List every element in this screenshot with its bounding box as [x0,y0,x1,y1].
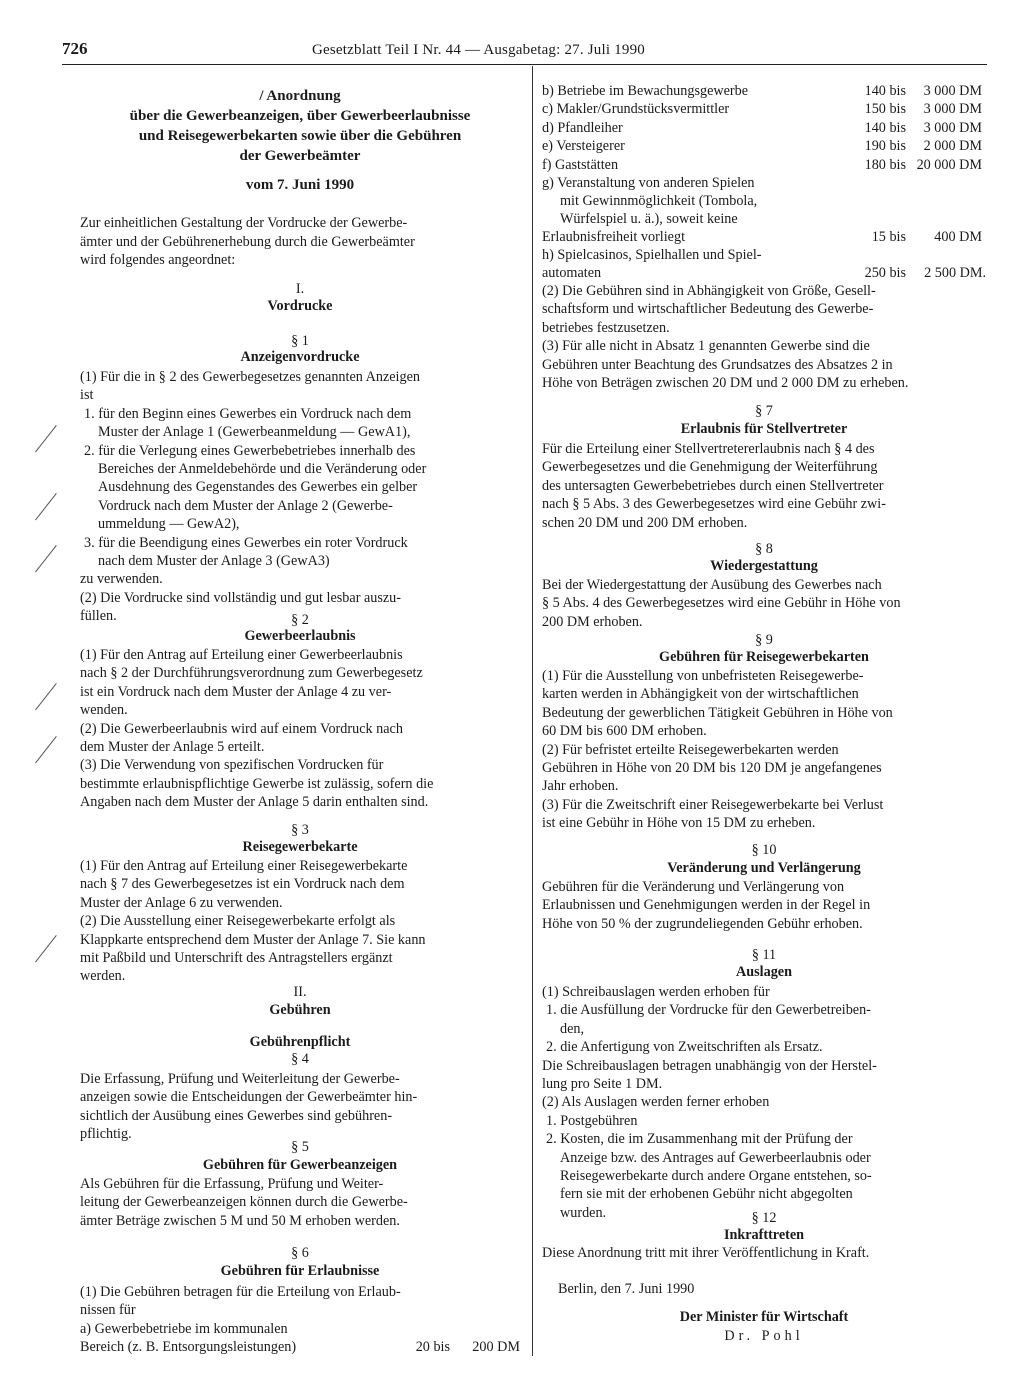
fee-label: d) Pfandleiher [542,119,623,136]
paragraph-line: (3) Für die Zweitschrift einer Reisegewerbekarte bei Verlust [542,796,884,813]
paragraph-line: Für die Erteilung einer Stellvertretererlaubnis nach § 4 des [542,441,875,457]
paragraph-number: § 1 [291,333,309,349]
paragraph-number: § 4 [291,1051,309,1067]
paragraph-line: Bei der Wiedergestattung der Ausübung des Gewerbes nach [542,577,882,593]
fee-range: 140 bis [864,83,906,99]
paragraph-number: § 8 [755,541,773,557]
fee-label: Bereich (z. B. Entsorgungsleistungen) [80,1339,297,1355]
fee-label: f) Gaststätten [542,156,619,173]
fee-max: 400 DM [934,229,982,245]
paragraph-line: 60 DM bis 600 DM erhoben. [542,723,707,740]
paragraph-line: pflichtig. [80,1126,132,1143]
fee-line: mit Gewinnmöglichkeit (Tombola, [560,193,758,210]
ordinance-date: vom 7. Juni 1990 [245,177,355,193]
signer-name: Dr. Pohl [724,1328,804,1344]
paragraph-line: Jahr erhoben. [542,778,619,795]
column-divider [532,66,533,1356]
ordinance-title: über die Gewerbeanzeigen, über Gewerbeerlaubnisse [129,108,471,124]
paragraph-line: 2. für die Verlegung eines Gewerbebetriebes innerhalb des [84,442,416,459]
paragraph-title: Anzeigenvordrucke [240,349,360,365]
paragraph-line: (3) Für alle nicht in Absatz 1 genannten Gewerbe sind die [542,338,870,355]
fee-label: Erlaubnisfreiheit vorliegt [542,229,686,245]
paragraph-line: schen 20 DM und 200 DM erhoben. [542,514,748,531]
paragraph-line: betriebes festzusetzen. [542,319,670,336]
margin-mark [35,683,57,710]
fee-range: 180 bis [864,156,906,173]
fee-label: c) Makler/Grundstücksvermittler [542,101,730,118]
page-header [62,40,987,65]
paragraph-line: lung pro Seite 1 DM. [542,1076,663,1092]
paragraph-line: Höhe von Beträgen zwischen 20 DM und 2 000 DM zu erheben. [542,375,909,391]
paragraph-line: fern sie mit der erhobenen Gebühr nicht abgegolten [560,1186,853,1203]
paragraph-number: § 3 [291,822,309,838]
paragraph-line: füllen. [80,608,117,625]
paragraph-line: (1) Schreibauslagen werden erhoben für [542,984,770,1000]
paragraph-line: karten werden in Abhängigkeit von der wirtschaftlichen [542,686,859,703]
paragraph-line: Bereiches der Anmeldebehörde und die Veränderung oder [98,461,427,477]
paragraph-line: Die Schreibauslagen betragen unabhängig von der Herstel- [542,1057,877,1074]
paragraph-title: Gewerbeerlaubnis [244,628,356,644]
paragraph-line: 1. für den Beginn eines Gewerbes ein Vordruck nach dem [84,405,412,422]
paragraph-line: Als Gebühren für die Erfassung, Prüfung und Weiter- [80,1176,384,1192]
fee-range: 150 bis [864,101,906,118]
fee-line: Würfelspiel u. ä.), soweit keine [560,211,738,228]
paragraph-line: mit Paßbild und Unterschrift des Antragstellers ergänzt [80,950,393,966]
paragraph-line: Höhe von 50 % der zugrundeliegenden Gebühr erhoben. [542,915,863,932]
paragraph-title: Auslagen [736,964,792,980]
fee-max: 3 000 DM [923,119,982,136]
fee-max: 2 000 DM [923,138,982,155]
fee-max: 3 000 DM [923,83,982,99]
fee-max: 3 000 DM [923,101,982,118]
paragraph-line: ummeldung — GewA2), [98,516,240,533]
paragraph-line: 200 DM erhoben. [542,613,643,630]
fee-line: g) Veranstaltung von anderen Spielen [542,175,755,191]
fee-label: b) Betriebe im Bewachungsgewerbe [542,83,749,99]
intro-line: Zur einheitlichen Gestaltung der Vordrucke der Gewerbe- [80,215,408,231]
paragraph-line: schaftsform und wirtschaftlicher Bedeutung des Gewerbe- [542,301,874,318]
paragraph-line: § 5 Abs. 4 des Gewerbegesetzes wird eine Gebühr in Höhe von [542,595,901,612]
paragraph-line: Muster der Anlage 6 zu verwenden. [80,894,283,911]
paragraph-line: Erlaubnissen und Genehmigungen werden in der Regel in [542,897,871,914]
paragraph-line: (2) Die Gewerbeerlaubnis wird auf einem Vordruck nach [80,720,403,737]
paragraph-number: § 9 [755,632,773,648]
paragraph-line: des untersagten Gewerbebetriebes durch einen Stellvertreter [542,477,884,494]
section-number: I. [295,281,305,297]
paragraph-line: Gebühren für die Veränderung und Verlängerung von [542,879,845,895]
paragraph-line: 2. Kosten, die im Zusammenhang mit der Prüfung der [546,1131,853,1148]
paragraph-title: Gebührenpflicht [249,1034,351,1050]
paragraph-line: Muster der Anlage 1 (Gewerbeanmeldung — GewA1), [98,424,411,441]
paragraph-number: § 7 [755,403,773,419]
paragraph-line: wenden. [80,702,128,719]
paragraph-number: § 6 [291,1245,309,1261]
fee-line: h) Spielcasinos, Spielhallen und Spiel- [542,247,762,263]
fee-range: 15 bis [871,229,906,245]
paragraph-line: den, [560,1020,585,1037]
paragraph-line: (2) Die Ausstellung einer Reisegewerbekarte erfolgt als [80,913,396,930]
paragraph-line: 3. für die Beendigung eines Gewerbes ein roter Vordruck [84,534,408,551]
paragraph-line: Ausdehnung des Gegenstandes des Gewerbes ein gelber [98,479,418,496]
paragraph-title: Gebühren für Gewerbeanzeigen [202,1157,398,1173]
place-date: Berlin, den 7. Juni 1990 [558,1281,695,1297]
paragraph-number: § 10 [751,842,777,858]
paragraph-title: Erlaubnis für Stellvertreter [680,421,848,437]
paragraph-line: Bedeutung der gewerblichen Tätigkeit Gebühren in Höhe von [542,704,893,721]
paragraph-line: a) Gewerbebetriebe im kommunalen [80,1320,288,1337]
intro-line: wird folgendes angeordnet: [80,252,236,268]
paragraph-line: (1) Für die in § 2 des Gewerbegesetzes genannten Anzeigen [80,369,420,385]
paragraph-title: Gebühren für Reisegewerbekarten [659,649,869,665]
fee-range: 140 bis [864,119,906,136]
paragraph-number: § 5 [291,1139,309,1155]
paragraph-line: ämter Beträge zwischen 5 M und 50 M erhoben werden. [80,1212,400,1229]
paragraph-line: leitung der Gewerbeanzeigen können durch die Gewerbe- [80,1194,408,1211]
fee-label: automaten [542,265,602,281]
paragraph-line: (1) Für die Ausstellung von unbefristeten Reisegewerbe- [542,668,864,684]
margin-mark [35,736,57,763]
margin-mark [35,935,57,962]
fee-label: e) Versteigerer [542,138,625,155]
fee-max: 2 500 DM. [924,265,986,281]
paragraph-line: Gebühren in Höhe von 20 DM bis 120 DM je angefangenes [542,760,882,776]
ordinance-title: und Reisegewerbekarten sowie über die Gebühren [138,128,462,144]
paragraph-line: Die Erfassung, Prüfung und Weiterleitung der Gewerbe- [80,1071,400,1087]
paragraph-number: § 2 [291,612,309,628]
paragraph-line: anzeigen sowie die Entscheidungen der Gewerbeämter hin- [80,1089,418,1106]
paragraph-line: Klappkarte entsprechend dem Muster der Anlage 7. Sie kann [80,931,426,948]
paragraph-title: Veränderung und Verlängerung [667,860,861,876]
paragraph-line: (1) Für den Antrag auf Erteilung einer Gewerbeerlaubnis [80,647,403,663]
fee-range: 20 bis [415,1339,450,1355]
fee-range: 190 bis [864,138,906,155]
paragraph-line: (1) Die Gebühren betragen für die Erteilung von Erlaub- [80,1284,401,1300]
paragraph-line: 1. die Ausfüllung der Vordrucke für den Gewerbetreiben- [546,1002,871,1019]
signer-title: Der Minister für Wirtschaft [679,1309,849,1325]
paragraph-line: sichtlich der Ausübung eines Gewerbes sind gebühren- [80,1107,393,1124]
margin-mark [35,493,57,520]
paragraph-number: § 12 [751,1210,777,1226]
intro-line: ämter und der Gebührenerhebung durch die Gewerbeämter [80,233,415,250]
paragraph-line: ist [80,387,94,404]
fee-max: 20 000 DM [916,156,982,173]
paragraph-line: nach § 2 der Durchführungsverordnung zum Gewerbegesetz [80,665,423,682]
paragraph-line: (1) Für den Antrag auf Erteilung einer Reisegewerbekarte [80,858,408,874]
section-number: II. [293,984,307,1000]
page-number: 726 [62,39,88,58]
paragraph-title: Inkrafttreten [723,1227,805,1243]
margin-mark [35,425,57,452]
paragraph-line: 1. Postgebühren [546,1112,638,1129]
running-title: Gesetzblatt Teil I Nr. 44 — Ausgabetag: 27. Juli 1990 [312,42,645,58]
section-title: Gebühren [269,1002,331,1018]
paragraph-line: nissen für [80,1302,136,1319]
section-title: Vordrucke [267,298,333,314]
paragraph-title: Wiedergestattung [710,558,818,574]
paragraph-line: Reisegewerbekarte durch andere Organe entstehen, so- [560,1168,872,1184]
paragraph-line: bestimmte erlaubnispflichtige Gewerbe ist zulässig, sofern die [80,775,434,792]
paragraph-title: Reisegewerbekarte [242,839,358,855]
paragraph-line: 2. die Anfertigung von Zweitschriften als Ersatz. [546,1039,823,1056]
paragraph-line: nach § 5 Abs. 3 des Gewerbegesetzes wird eine Gebühr zwi- [542,496,886,513]
ordinance-title: der Gewerbeämter [239,148,361,164]
paragraph-line: nach § 7 des Gewerbegesetzes ist ein Vordruck nach dem [80,876,405,893]
paragraph-line: (2) Für befristet erteilte Reisegewerbekarten werden [542,741,839,758]
paragraph-line: ist ein Vordruck nach dem Muster der Anlage 4 zu ver- [80,683,392,700]
paragraph-line: (2) Die Vordrucke sind vollständig und gut lesbar auszu- [80,589,401,606]
paragraph-line: werden. [80,968,126,985]
paragraph-line: (2) Als Auslagen werden ferner erhoben [542,1094,770,1111]
paragraph-line: nach dem Muster der Anlage 3 (GewA3) [98,553,330,569]
ordinance-title: / Anordnung [259,88,341,104]
paragraph-line: Gewerbegesetzes und die Genehmigung der Weiterführung [542,459,878,476]
paragraph-line: ist eine Gebühr in Höhe von 15 DM zu erheben. [542,815,816,832]
fee-range: 250 bis [864,265,906,281]
paragraph-line: dem Muster der Anlage 5 erteilt. [80,739,265,755]
paragraph-line: zu verwenden. [80,571,163,588]
paragraph-number: § 11 [751,947,777,963]
fee-max: 200 DM [472,1339,520,1355]
paragraph-line: Vordruck nach dem Muster der Anlage 2 (Gewerbe- [98,497,393,514]
paragraph-line: Anzeige bzw. des Antrages auf Gewerbeerlaubnis oder [560,1149,871,1166]
paragraph-line: wurden. [560,1204,607,1221]
margin-mark [35,545,57,572]
paragraph-title: Gebühren für Erlaubnisse [220,1263,380,1279]
paragraph-line: (2) Die Gebühren sind in Abhängigkeit von Größe, Gesell- [542,283,876,299]
paragraph-line: Gebühren unter Beachtung des Grundsatzes des Absatzes 2 in [542,356,893,373]
paragraph-line: Angaben nach dem Muster der Anlage 5 darin enthalten sind. [80,794,429,811]
paragraph-line: (3) Die Verwendung von spezifischen Vordrucken für [80,757,384,774]
paragraph-line: Diese Anordnung tritt mit ihrer Veröffentlichung in Kraft. [542,1245,870,1261]
